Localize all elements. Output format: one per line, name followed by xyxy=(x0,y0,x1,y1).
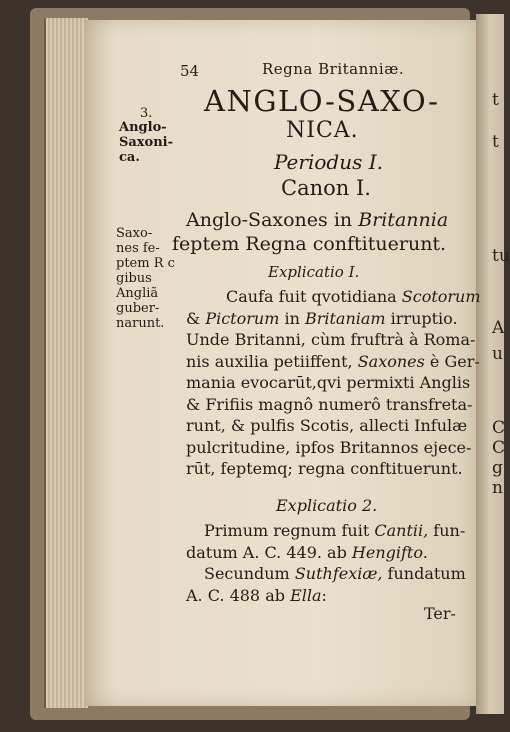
facing-page-letter: t xyxy=(492,132,499,152)
marginal-note xyxy=(116,226,175,331)
text-segment: A. C. 488 ab xyxy=(186,585,291,605)
text-line xyxy=(186,415,481,437)
text-segment: Ella xyxy=(290,585,322,605)
title-line-2: NICA. xyxy=(286,118,359,143)
canon-text xyxy=(172,208,449,256)
marginal-note-line: nes fe- xyxy=(116,241,160,256)
text-segment: Secundum xyxy=(204,564,295,583)
marginal-number: 3. xyxy=(140,106,153,121)
text-segment: in xyxy=(279,308,305,328)
marginal-note-line: guber- xyxy=(116,301,160,316)
canon-text-line: feptem Regna conftituerunt. xyxy=(172,233,447,255)
text-line xyxy=(186,329,481,351)
marginal-note-line: narunt. xyxy=(116,316,165,331)
facing-page-letter: n xyxy=(492,478,503,498)
text-segment: Saxones xyxy=(357,351,425,371)
text-line xyxy=(186,394,481,416)
text-line xyxy=(186,308,481,330)
text-segment: Unde Britanni, cùm fruftrà à Roma- xyxy=(186,330,476,349)
facing-page-letter: t xyxy=(492,90,499,110)
marginal-heading-line: ca. xyxy=(119,150,140,165)
marginal-heading-line: Saxoni- xyxy=(119,135,174,150)
marginal-note-line: gibus xyxy=(116,271,152,286)
explicatio-2-heading: Explicatio 2. xyxy=(276,496,378,515)
text-segment: runt, & pulfis Scotis, allecti Infulæ xyxy=(186,416,468,435)
facing-page-letter: tu xyxy=(492,246,510,266)
marginal-note-line: ptem R c xyxy=(116,256,175,271)
text-line xyxy=(186,542,466,564)
facing-page-letter: C xyxy=(492,438,506,458)
text-segment: nis auxilia petiiffent, xyxy=(186,351,358,371)
explicatio-1-heading: Explicatio I. xyxy=(268,263,360,281)
marginal-note-line: Angliã xyxy=(116,286,159,301)
text-segment: pulcritudine, ipfos Britannos ejece- xyxy=(186,437,472,457)
text-segment: Pictorum xyxy=(205,308,280,328)
text-line xyxy=(186,563,466,585)
facing-page-letter: A xyxy=(492,318,505,338)
period-heading: Periodus I. xyxy=(274,150,383,174)
facing-page-letter: g xyxy=(492,458,503,478)
text-line xyxy=(186,372,481,394)
text-line xyxy=(186,585,466,607)
facing-page-letter: C xyxy=(492,418,506,438)
running-head: Regna Britanniæ. xyxy=(262,60,405,78)
text-line xyxy=(186,458,481,480)
text-segment: & Frifiis magnô numerô transfreta- xyxy=(186,394,473,414)
text-segment: & xyxy=(186,308,206,328)
catchword: Ter- xyxy=(424,604,456,623)
facing-page-letter: u xyxy=(492,344,503,364)
text-segment: Hengifto. xyxy=(351,542,428,562)
text-segment: fundatum xyxy=(382,564,466,583)
text-segment: Suthfexiæ, xyxy=(294,564,383,583)
marginal-heading-line: Anglo- xyxy=(119,120,167,135)
text-segment: è Ger- xyxy=(424,351,480,371)
text-segment: Primum regnum fuit xyxy=(204,521,375,540)
text-segment: Caufa fuit qvotidiana xyxy=(226,287,402,306)
text-segment: rūt, feptemq; regna conftituerunt. xyxy=(186,459,463,478)
explicatio-1-body xyxy=(186,286,481,480)
text-line xyxy=(186,351,481,373)
text-segment: Scotorum xyxy=(401,287,481,306)
text-segment: datum A. C. 449. ab xyxy=(186,542,352,562)
title-line-1: ANGLO-SAXO- xyxy=(204,84,440,118)
marginal-heading xyxy=(119,120,173,165)
text-segment: mania evocarūt,qvi permixti Anglis xyxy=(186,373,471,392)
canon-text-line: Anglo-Saxones in Britannia xyxy=(186,209,449,231)
marginal-note-line: Saxo- xyxy=(116,226,153,241)
text-line xyxy=(186,286,481,308)
text-line xyxy=(186,437,481,459)
text-segment: fun- xyxy=(428,521,466,540)
explicatio-2-body xyxy=(186,520,466,606)
text-segment: Britaniam xyxy=(304,308,386,328)
text-line xyxy=(186,520,466,542)
canon-heading: Canon I. xyxy=(281,176,371,200)
text-segment: irruptio. xyxy=(385,308,458,328)
page-edges xyxy=(44,18,88,708)
page-number: 54 xyxy=(180,62,200,80)
text-segment: Cantii, xyxy=(374,521,429,540)
text-segment: : xyxy=(321,585,327,605)
